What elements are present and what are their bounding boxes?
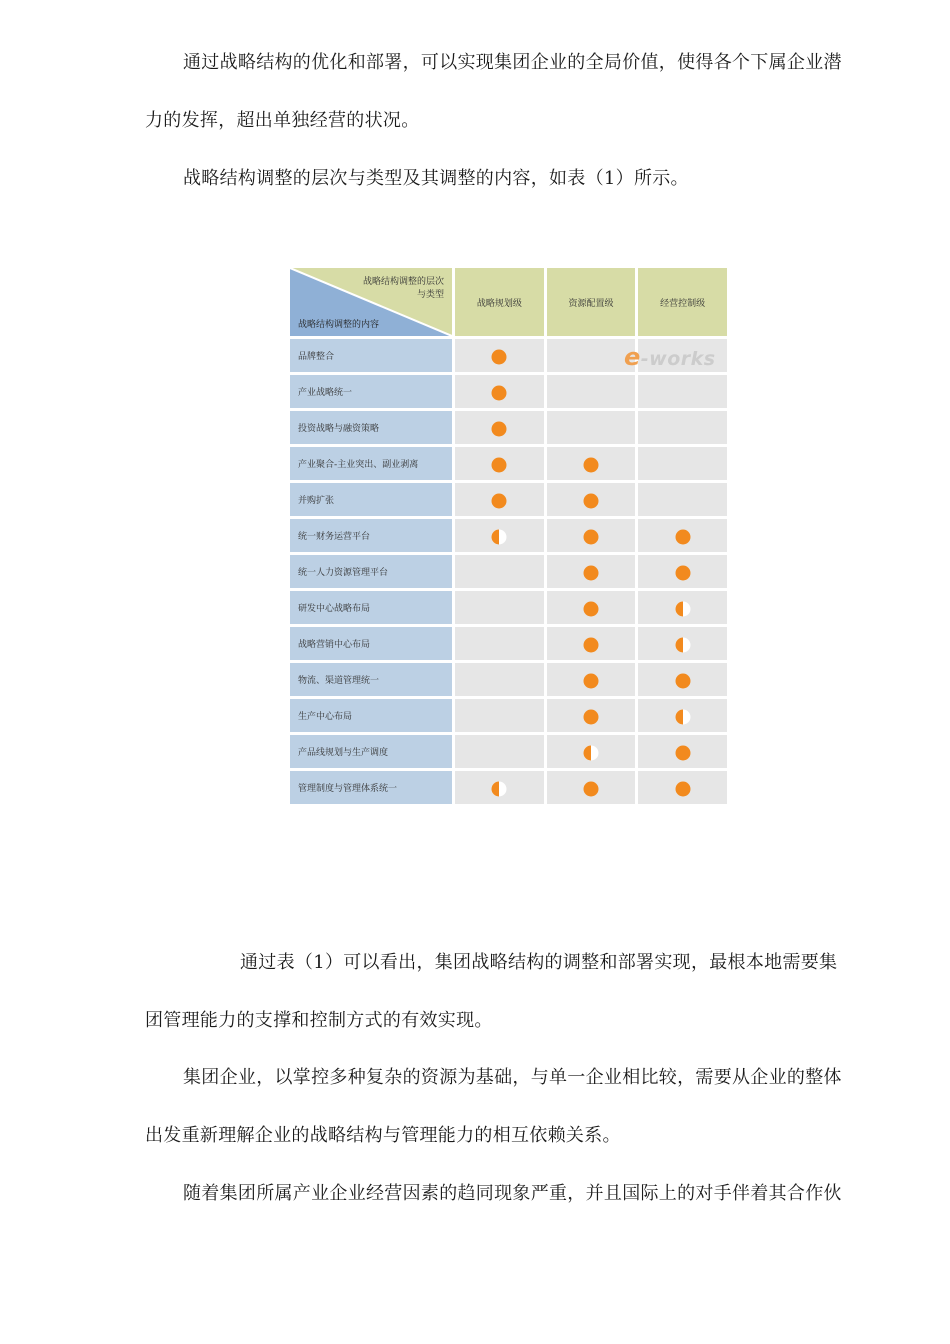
paragraph-2	[145, 150, 875, 208]
table-row	[290, 555, 727, 588]
table-cell	[455, 735, 544, 768]
text-line: 通过表（1）可以看出，集团战略结构的调整和部署实现，最根本地需要集	[240, 952, 838, 973]
table-cell	[547, 735, 636, 768]
half-circle-mark-icon	[675, 601, 691, 617]
row-label: 物流、渠道管理统一	[290, 663, 452, 696]
half-circle-mark-icon	[491, 529, 507, 545]
row-label: 生产中心布局	[290, 699, 452, 732]
full-circle-mark-icon	[675, 673, 691, 689]
table-row	[290, 411, 727, 444]
row-label: 产业聚合-主业突出、副业剥离	[290, 447, 452, 480]
table-cell	[455, 627, 544, 660]
full-circle-mark-icon	[491, 349, 507, 365]
full-circle-mark-icon	[583, 637, 599, 653]
paragraph-4	[145, 1049, 875, 1165]
full-circle-mark-icon	[583, 709, 599, 725]
table-cell	[455, 447, 544, 480]
table-cell	[638, 555, 727, 588]
full-circle-mark-icon	[491, 385, 507, 401]
row-label: 统一人力资源管理平台	[290, 555, 452, 588]
table-cell	[455, 591, 544, 624]
text-line: 团管理能力的支撑和控制方式的有效实现。	[145, 1010, 493, 1031]
row-label: 研发中心战略布局	[290, 591, 452, 624]
column-header: 资源配置级	[547, 268, 636, 336]
table-cell	[455, 663, 544, 696]
full-circle-mark-icon	[675, 565, 691, 581]
table-corner-header	[290, 268, 452, 336]
table-cell	[455, 375, 544, 408]
table-cell	[547, 627, 636, 660]
text-line: 出发重新理解企业的战略结构与管理能力的相互依赖关系。	[145, 1125, 621, 1146]
table-row	[290, 627, 727, 660]
row-label: 战略营销中心布局	[290, 627, 452, 660]
half-circle-mark-icon	[675, 637, 691, 653]
row-label: 产品线规划与生产调度	[290, 735, 452, 768]
table-cell	[455, 519, 544, 552]
table-cell	[547, 375, 636, 408]
table-cell	[455, 411, 544, 444]
row-label: 管理制度与管理体系统一	[290, 771, 452, 804]
full-circle-mark-icon	[491, 457, 507, 473]
full-circle-mark-icon	[583, 673, 599, 689]
table-cell	[455, 483, 544, 516]
paragraph-5	[145, 1165, 875, 1223]
corner-header-top-line1: 战略结构调整的层次	[362, 277, 444, 287]
column-header: 经营控制级	[638, 268, 727, 336]
row-label: 产业战略统一	[290, 375, 452, 408]
logo-letter: e	[624, 343, 641, 371]
text-line: 力的发挥，超出单独经营的状况。	[145, 110, 420, 131]
row-label: 统一财务运营平台	[290, 519, 452, 552]
table-cell	[638, 411, 727, 444]
table-cell	[638, 699, 727, 732]
row-label: 并购扩张	[290, 483, 452, 516]
half-circle-mark-icon	[675, 709, 691, 725]
strategy-structure-table-figure	[290, 268, 730, 808]
table-cell	[547, 483, 636, 516]
table-cell	[547, 699, 636, 732]
paragraph-1	[145, 34, 875, 150]
text-line: 随着集团所属产业企业经营因素的趋同现象严重，并且国际上的对手伴着其合作伙	[183, 1183, 842, 1204]
table-cell	[638, 771, 727, 804]
table-cell	[638, 447, 727, 480]
table-cell	[638, 519, 727, 552]
row-label: 品牌整合	[290, 339, 452, 372]
table-cell	[455, 699, 544, 732]
text-line: 集团企业，以掌控多种复杂的资源为基础，与单一企业相比较，需要从企业的整体	[183, 1067, 842, 1088]
table-cell	[547, 591, 636, 624]
table-row	[290, 771, 727, 804]
table-row	[290, 519, 727, 552]
table-cell	[455, 339, 544, 372]
table-cell	[547, 411, 636, 444]
row-label: 投资战略与融资策略	[290, 411, 452, 444]
full-circle-mark-icon	[675, 529, 691, 545]
full-circle-mark-icon	[583, 565, 599, 581]
full-circle-mark-icon	[583, 457, 599, 473]
table-cell	[547, 555, 636, 588]
table-row	[290, 735, 727, 768]
column-header: 战略规划级	[455, 268, 544, 336]
text-line: 通过战略结构的优化和部署，可以实现集团企业的全局价值，使得各个下属企业潜	[183, 52, 842, 73]
table-row	[290, 699, 727, 732]
table-cell	[547, 771, 636, 804]
table-cell	[547, 339, 636, 372]
full-circle-mark-icon	[675, 781, 691, 797]
table-cell	[638, 627, 727, 660]
corner-header-bottom-text: 战略结构调整的内容	[298, 320, 380, 330]
text-line: 战略结构调整的层次与类型及其调整的内容，如表（1）所示。	[183, 168, 689, 189]
paragraph-3	[145, 934, 875, 1050]
corner-header-top-text	[363, 276, 444, 302]
full-circle-mark-icon	[583, 781, 599, 797]
half-circle-mark-icon	[583, 745, 599, 761]
table-cell	[638, 591, 727, 624]
full-circle-mark-icon	[583, 493, 599, 509]
table-header-row	[290, 268, 727, 336]
e-works-watermark-logo	[624, 340, 728, 374]
table-row	[290, 591, 727, 624]
table-cell	[547, 447, 636, 480]
table-cell	[638, 735, 727, 768]
full-circle-mark-icon	[583, 601, 599, 617]
table-cell	[638, 483, 727, 516]
half-circle-mark-icon	[491, 781, 507, 797]
full-circle-mark-icon	[491, 421, 507, 437]
table-row	[290, 447, 727, 480]
table-cell	[638, 375, 727, 408]
corner-header-top-line2: 与类型	[416, 290, 444, 300]
full-circle-mark-icon	[675, 745, 691, 761]
full-circle-mark-icon	[491, 493, 507, 509]
table-cell	[638, 663, 727, 696]
table-cell	[455, 555, 544, 588]
table-cell	[455, 771, 544, 804]
table-row	[290, 483, 727, 516]
logo-text: -works	[640, 348, 716, 370]
table-row	[290, 375, 727, 408]
full-circle-mark-icon	[583, 529, 599, 545]
table-cell	[547, 519, 636, 552]
table-cell	[547, 663, 636, 696]
table-row	[290, 663, 727, 696]
